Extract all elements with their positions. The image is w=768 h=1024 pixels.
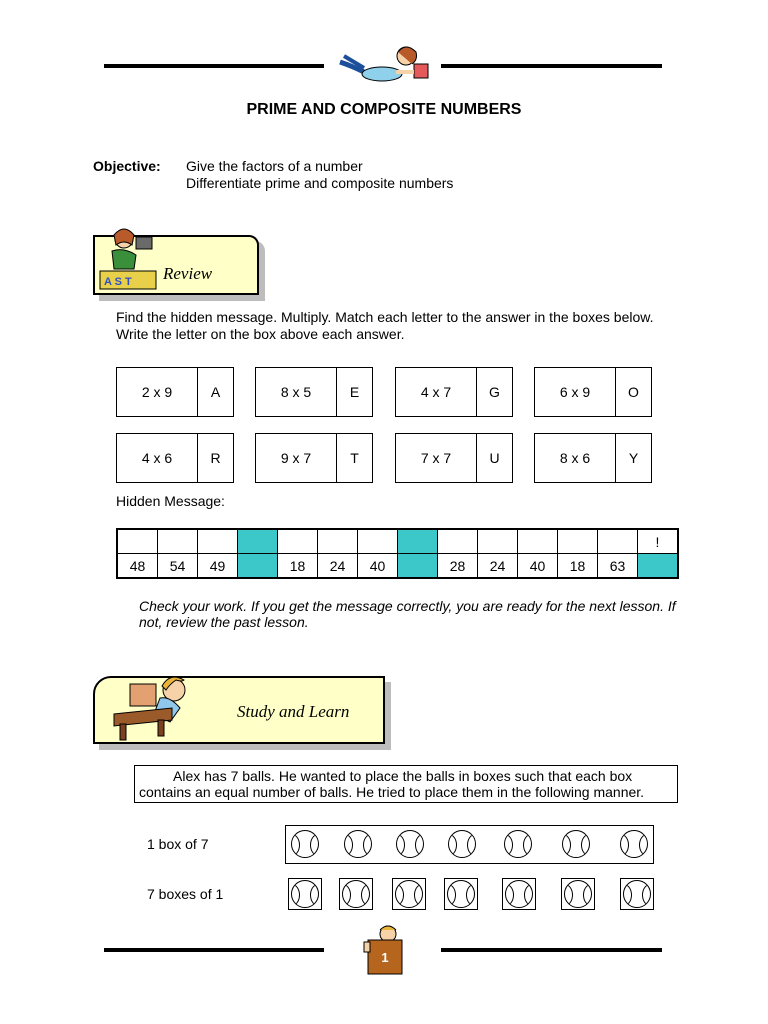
- space-cell: [398, 554, 438, 579]
- small-box: [620, 878, 654, 910]
- study-label: Study and Learn: [237, 702, 350, 721]
- small-box: [444, 878, 478, 910]
- baseball-icon: [342, 880, 370, 908]
- match-letter: U: [489, 450, 500, 466]
- exclamation-cell: !: [638, 529, 679, 554]
- baseball-icon: [447, 880, 475, 908]
- header-rule-left: [104, 64, 324, 68]
- number-cell: 24: [318, 554, 358, 579]
- match-letter: A: [210, 384, 221, 400]
- number-cell: 40: [358, 554, 398, 579]
- footer-rule-right: [441, 948, 662, 952]
- match-expression: 8 x 6: [535, 434, 616, 482]
- baseball-icon: [344, 830, 372, 858]
- answer-cell[interactable]: [558, 529, 598, 554]
- answer-cell[interactable]: [518, 529, 558, 554]
- header-rule-right: [441, 64, 662, 68]
- review-label: Review: [163, 264, 213, 283]
- match-letter: R: [210, 450, 221, 466]
- reading-girl-illustration: [334, 42, 438, 86]
- baseball-icon: [395, 880, 423, 908]
- baseball-icon: [291, 830, 319, 858]
- objective-line-1: Give the factors of a number: [186, 158, 363, 174]
- baseball-icon: [448, 830, 476, 858]
- match-box: [534, 367, 652, 417]
- match-letter: Y: [628, 450, 639, 466]
- baseball-icon: [564, 880, 592, 908]
- match-letter: E: [349, 384, 360, 400]
- small-box: [392, 878, 426, 910]
- number-cell: 49: [198, 554, 238, 579]
- baseball-icon: [396, 830, 424, 858]
- small-box: [339, 878, 373, 910]
- number-cell: 24: [478, 554, 518, 579]
- answer-cell[interactable]: [278, 529, 318, 554]
- small-box: [502, 878, 536, 910]
- answer-cell[interactable]: [478, 529, 518, 554]
- match-expression: 6 x 9: [535, 368, 616, 416]
- number-row: [117, 554, 678, 579]
- baseball-icon: [620, 830, 648, 858]
- svg-text:A S T: A S T: [104, 276, 132, 288]
- answer-cell[interactable]: [158, 529, 198, 554]
- answer-cell[interactable]: [318, 529, 358, 554]
- match-box: [395, 367, 513, 417]
- match-letter: O: [628, 384, 639, 400]
- objective-label: Objective:: [93, 158, 161, 174]
- footer-rule-left: [104, 948, 324, 952]
- space-cell: [638, 554, 679, 579]
- match-box: [255, 367, 373, 417]
- check-work-note: Check your work. If you get the message correctly, you are ready for the next lesson. If not, review the past lesson.: [139, 598, 676, 630]
- answer-cell[interactable]: [358, 529, 398, 554]
- page-title: PRIME AND COMPOSITE NUMBERS: [246, 101, 522, 118]
- answer-cell[interactable]: [598, 529, 638, 554]
- match-expression: 7 x 7: [396, 434, 477, 482]
- objective-line-2: Differentiate prime and composite numbers: [186, 175, 454, 191]
- match-expression: 9 x 7: [256, 434, 337, 482]
- answer-cell[interactable]: [438, 529, 478, 554]
- boy-reading-illustration: [110, 668, 200, 744]
- small-box: [288, 878, 322, 910]
- number-cell: 48: [117, 554, 158, 579]
- review-instructions: Find the hidden message. Multiply. Match each letter to the answer in the boxes below. Write the letter on the box above each answer.: [116, 309, 654, 342]
- single-box: [285, 825, 654, 864]
- answer-cell[interactable]: [117, 529, 158, 554]
- match-expression: 4 x 6: [117, 434, 198, 482]
- number-cell: 28: [438, 554, 478, 579]
- number-cell: 63: [598, 554, 638, 579]
- match-letter: T: [350, 450, 359, 466]
- answer-row: [117, 529, 678, 554]
- story-box: [134, 765, 678, 803]
- number-cell: 18: [558, 554, 598, 579]
- girl-with-books-illustration: [96, 225, 162, 293]
- match-expression: 8 x 5: [256, 368, 337, 416]
- hidden-message-label: Hidden Message:: [116, 493, 225, 509]
- small-box: [561, 878, 595, 910]
- number-cell: 40: [518, 554, 558, 579]
- answer-cell[interactable]: [198, 529, 238, 554]
- match-box: [116, 367, 234, 417]
- match-box: [255, 433, 373, 483]
- match-box: [116, 433, 234, 483]
- story-text: Alex has 7 balls. He wanted to place the balls in boxes such that each box contains an equal number of balls. He tried to place them in the following manner.: [139, 768, 645, 800]
- page-number: 1: [381, 950, 389, 965]
- hidden-message-grid: [116, 528, 679, 579]
- match-box: [534, 433, 652, 483]
- match-expression: 2 x 9: [117, 368, 198, 416]
- number-cell: 18: [278, 554, 318, 579]
- match-letter: G: [489, 384, 500, 400]
- seven-boxes-label: 7 boxes of 1: [147, 886, 224, 902]
- baseball-icon: [623, 880, 651, 908]
- space-cell: [238, 529, 278, 554]
- match-expression: 4 x 7: [396, 368, 477, 416]
- one-box-label: 1 box of 7: [147, 836, 209, 852]
- baseball-icon: [504, 830, 532, 858]
- number-cell: 54: [158, 554, 198, 579]
- baseball-icon: [505, 880, 533, 908]
- baseball-icon: [291, 880, 319, 908]
- baseball-icon: [562, 830, 590, 858]
- match-box: [395, 433, 513, 483]
- space-cell: [398, 529, 438, 554]
- space-cell: [238, 554, 278, 579]
